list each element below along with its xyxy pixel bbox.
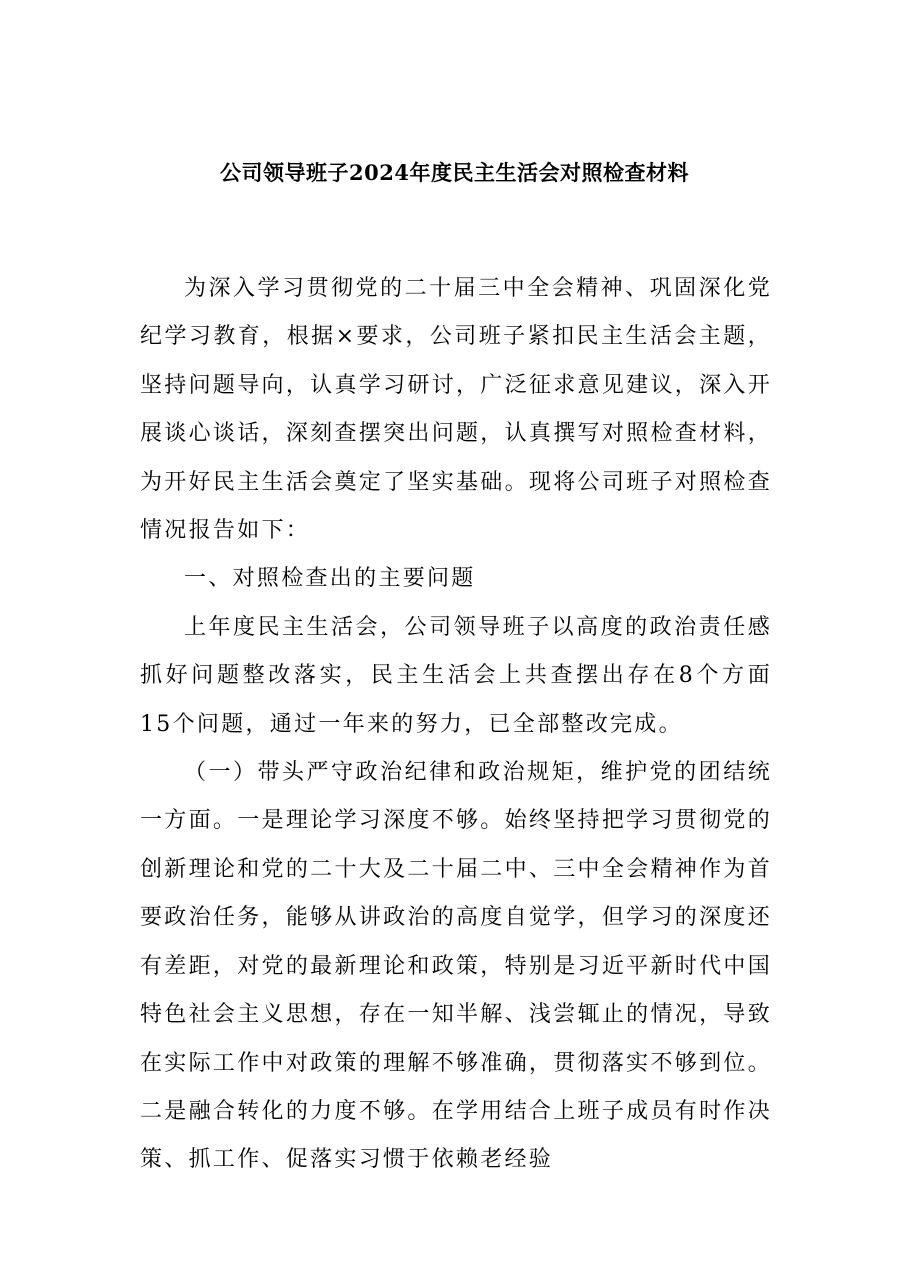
document-body [140,265,772,1185]
section-heading: 一、对照检查出的主要问题 [184,566,476,592]
intro-paragraph: 为深入学习贯彻党的二十届三中全会精神、巩固深化党纪学习教育，根据×要求，公司班子紧扣民主生活会主题，坚持问题导向，认真学习研讨，广泛征求意见建议，深入开展谈心谈话，深刻查摆突出问题，认真撰写对照检查材料，为开好民主生活会奠定了坚实基础。现将公司班子对照检查情况报告如下： [140,276,772,544]
summary-paragraph: 上年度民主生活会，公司领导班子以高度的政治责任感抓好问题整改落实，民主生活会上共查摆出存在8个方面15个问题，通过一年来的努力，已全部整改完成。 [140,614,772,737]
subsection-paragraph: （一）带头严守政治纪律和政治规矩，维护党的团结统一方面。一是理论学习深度不够。始终坚持把学习贯彻党的创新理论和党的二十大及二十届二中、三中全会精神作为首要政治任务，能够从讲政治的高度自觉学，但学习的深度还有差距，对党的最新理论和政策，特别是习近平新时代中国特色社会主义思想，存在一知半解、浅尝辄止的情况，导致在实际工作中对政策的理解不够准确，贯彻落实不够到位。二是融合转化的力度不够。在学用结合上班子成员有时作决策、抓工作、促落实习惯于依赖老经验 [140,760,772,1173]
document-title: 公司领导班子2024年度民主生活会对照检查材料 [220,160,689,185]
